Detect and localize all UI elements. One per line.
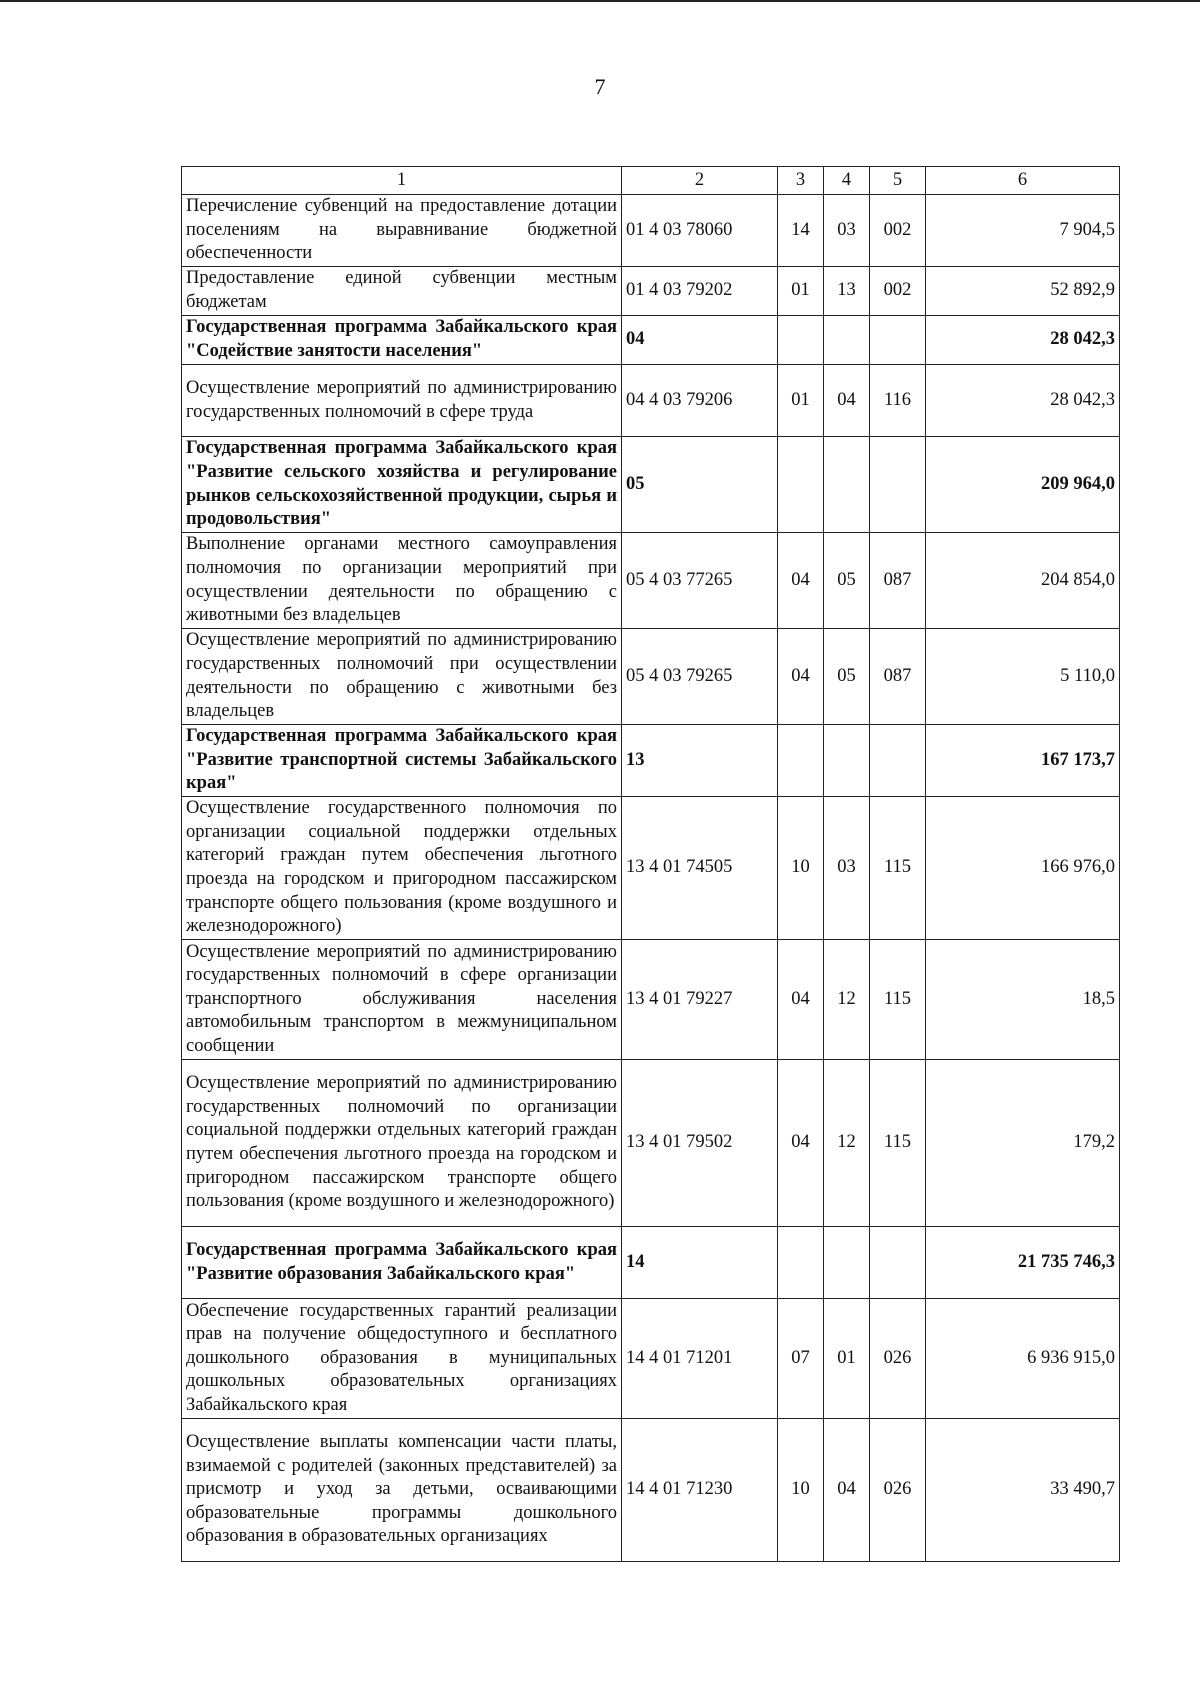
row-col3 bbox=[778, 437, 824, 533]
row-col5 bbox=[870, 437, 926, 533]
row-amount: 204 854,0 bbox=[926, 533, 1120, 629]
program-name: Государственная программа Забайкальского края "Развитие сельского хозяйства и регулирование рынков сельскохозяйственной продукции, сырья и продовольствия" bbox=[182, 437, 622, 533]
top-rule bbox=[0, 0, 1200, 2]
row-col3: 04 bbox=[778, 1060, 824, 1227]
row-col3 bbox=[778, 316, 824, 365]
row-col3: 01 bbox=[778, 267, 824, 316]
header-col-1: 1 bbox=[182, 167, 622, 195]
row-amount: 5 110,0 bbox=[926, 629, 1120, 725]
program-amount: 21 735 746,3 bbox=[926, 1227, 1120, 1299]
header-col-2: 2 bbox=[622, 167, 778, 195]
row-col4 bbox=[824, 1227, 870, 1299]
row-col5: 116 bbox=[870, 365, 926, 437]
row-code: 01 4 03 78060 bbox=[622, 195, 778, 267]
row-amount: 179,2 bbox=[926, 1060, 1120, 1227]
row-code: 13 4 01 74505 bbox=[622, 797, 778, 940]
row-col5 bbox=[870, 725, 926, 797]
row-col5: 002 bbox=[870, 195, 926, 267]
row-code: 14 4 01 71230 bbox=[622, 1419, 778, 1562]
row-name: Осуществление мероприятий по администрированию государственных полномочий в сфере организации транспортного обслуживания населения автомобильным транспортом в межмуниципальном сообщении bbox=[182, 940, 622, 1060]
row-col4 bbox=[824, 316, 870, 365]
program-row bbox=[182, 725, 1120, 797]
row-code: 05 4 03 77265 bbox=[622, 533, 778, 629]
row-col5: 002 bbox=[870, 267, 926, 316]
row-col5: 026 bbox=[870, 1299, 926, 1419]
program-amount: 209 964,0 bbox=[926, 437, 1120, 533]
row-amount: 52 892,9 bbox=[926, 267, 1120, 316]
program-code: 05 bbox=[622, 437, 778, 533]
table-row bbox=[182, 533, 1120, 629]
row-col3: 10 bbox=[778, 1419, 824, 1562]
program-amount: 28 042,3 bbox=[926, 316, 1120, 365]
header-col-4: 4 bbox=[824, 167, 870, 195]
row-code: 01 4 03 79202 bbox=[622, 267, 778, 316]
row-col3: 04 bbox=[778, 533, 824, 629]
row-col3: 04 bbox=[778, 940, 824, 1060]
table-row bbox=[182, 365, 1120, 437]
table-row bbox=[182, 797, 1120, 940]
program-code: 04 bbox=[622, 316, 778, 365]
header-col-6: 6 bbox=[926, 167, 1120, 195]
row-col5: 115 bbox=[870, 940, 926, 1060]
row-col5: 115 bbox=[870, 797, 926, 940]
program-name: Государственная программа Забайкальского края "Развитие транспортной системы Забайкальского края" bbox=[182, 725, 622, 797]
row-col5: 087 bbox=[870, 629, 926, 725]
row-col4: 13 bbox=[824, 267, 870, 316]
row-col4: 12 bbox=[824, 1060, 870, 1227]
row-name: Осуществление выплаты компенсации части платы, взимаемой с родителей (законных представителей) за присмотр и уход за детьми, осваивающими образовательные программы дошкольного образования в образовательных организациях bbox=[182, 1419, 622, 1562]
row-col3 bbox=[778, 725, 824, 797]
row-amount: 7 904,5 bbox=[926, 195, 1120, 267]
row-amount: 6 936 915,0 bbox=[926, 1299, 1120, 1419]
row-col4 bbox=[824, 437, 870, 533]
row-col3: 14 bbox=[778, 195, 824, 267]
row-col4: 05 bbox=[824, 533, 870, 629]
row-name: Осуществление государственного полномочия по организации социальной поддержки отдельных категорий граждан путем обеспечения льготного проезда на городском и пригородном пассажирском транспорте общего пользования (кроме воздушного и железнодорожного) bbox=[182, 797, 622, 940]
row-amount: 33 490,7 bbox=[926, 1419, 1120, 1562]
row-code: 14 4 01 71201 bbox=[622, 1299, 778, 1419]
row-code: 13 4 01 79227 bbox=[622, 940, 778, 1060]
row-col5 bbox=[870, 316, 926, 365]
table-row bbox=[182, 195, 1120, 267]
program-row bbox=[182, 316, 1120, 365]
row-name: Осуществление мероприятий по администрированию государственных полномочий в сфере труда bbox=[182, 365, 622, 437]
program-amount: 167 173,7 bbox=[926, 725, 1120, 797]
row-name: Выполнение органами местного самоуправления полномочия по организации мероприятий при осуществлении деятельности по обращению с животными без владельцев bbox=[182, 533, 622, 629]
table-row bbox=[182, 1060, 1120, 1227]
row-col4: 03 bbox=[824, 195, 870, 267]
row-amount: 166 976,0 bbox=[926, 797, 1120, 940]
program-code: 14 bbox=[622, 1227, 778, 1299]
program-code: 13 bbox=[622, 725, 778, 797]
row-amount: 28 042,3 bbox=[926, 365, 1120, 437]
row-code: 04 4 03 79206 bbox=[622, 365, 778, 437]
row-col5: 115 bbox=[870, 1060, 926, 1227]
row-col4: 12 bbox=[824, 940, 870, 1060]
table-row bbox=[182, 267, 1120, 316]
row-name: Перечисление субвенций на предоставление дотации поселениям на выравнивание бюджетной обеспеченности bbox=[182, 195, 622, 267]
program-name: Государственная программа Забайкальского края "Развитие образования Забайкальского края" bbox=[182, 1227, 622, 1299]
header-col-5: 5 bbox=[870, 167, 926, 195]
row-col5: 087 bbox=[870, 533, 926, 629]
header-col-3: 3 bbox=[778, 167, 824, 195]
row-col4 bbox=[824, 725, 870, 797]
row-col3: 01 bbox=[778, 365, 824, 437]
row-name: Осуществление мероприятий по администрированию государственных полномочий при осуществлении деятельности по обращению с животными без владельцев bbox=[182, 629, 622, 725]
row-col5: 026 bbox=[870, 1419, 926, 1562]
row-code: 05 4 03 79265 bbox=[622, 629, 778, 725]
row-name: Осуществление мероприятий по администрированию государственных полномочий по организации социальной поддержки отдельных категорий граждан путем обеспечения льготного проезда на городском и пригородном пассажирском транспорте общего пользования (кроме воздушного и железнодорожного) bbox=[182, 1060, 622, 1227]
table-header-row bbox=[182, 167, 1120, 195]
row-col3: 04 bbox=[778, 629, 824, 725]
row-col4: 05 bbox=[824, 629, 870, 725]
table-row bbox=[182, 940, 1120, 1060]
row-col3: 07 bbox=[778, 1299, 824, 1419]
row-col4: 01 bbox=[824, 1299, 870, 1419]
budget-table bbox=[181, 166, 1120, 1562]
row-amount: 18,5 bbox=[926, 940, 1120, 1060]
row-col4: 03 bbox=[824, 797, 870, 940]
row-col4: 04 bbox=[824, 1419, 870, 1562]
program-row bbox=[182, 1227, 1120, 1299]
page-number: 7 bbox=[594, 74, 606, 99]
row-code: 13 4 01 79502 bbox=[622, 1060, 778, 1227]
table-row bbox=[182, 1419, 1120, 1562]
row-name: Обеспечение государственных гарантий реализации прав на получение общедоступного и бесплатного дошкольного образования в муниципальных дошкольных образовательных организациях Забайкальского края bbox=[182, 1299, 622, 1419]
row-col3 bbox=[778, 1227, 824, 1299]
table-row bbox=[182, 629, 1120, 725]
row-col4: 04 bbox=[824, 365, 870, 437]
program-name: Государственная программа Забайкальского края "Содействие занятости населения" bbox=[182, 316, 622, 365]
table-row bbox=[182, 1299, 1120, 1419]
row-col3: 10 bbox=[778, 797, 824, 940]
program-row bbox=[182, 437, 1120, 533]
row-col5 bbox=[870, 1227, 926, 1299]
row-name: Предоставление единой субвенции местным бюджетам bbox=[182, 267, 622, 316]
